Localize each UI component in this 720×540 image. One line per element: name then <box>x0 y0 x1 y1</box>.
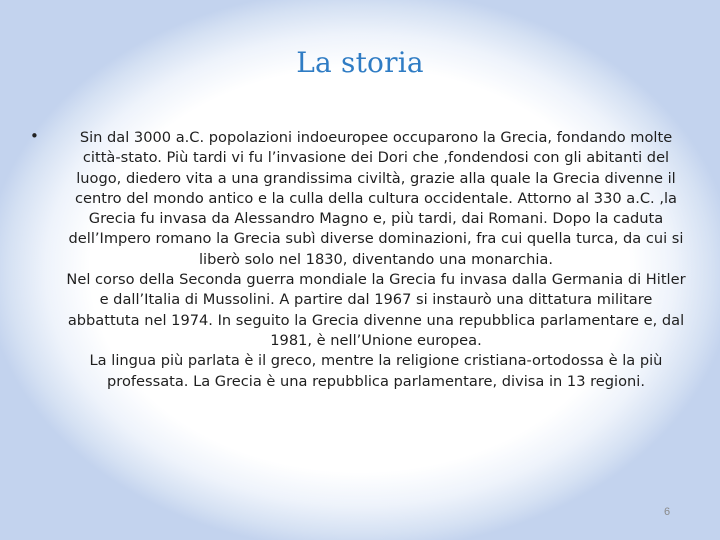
history-paragraph-modern: Nel corso della Seconda guerra mondiale la Grecia fu invasa dalla Germania di Hitler e dall’Italia di Mussolini. A partire dal 1967 si instaurò una dittatura militare abbattuta nel 1974. In seguito la Grecia divenne una repubblica parlamentare e, dal 1981, è nell’Unione europea. <box>66 271 686 349</box>
slide-body <box>66 128 686 392</box>
bullet-icon: • <box>30 127 39 145</box>
page-number: 6 <box>664 506 671 518</box>
history-paragraph-ancient: Sin dal 3000 a.C. popolazioni indoeuropee occuparono la Grecia, fondando molte città-stato. Più tardi vi fu l’invasione dei Dori che ,fondendosi con gli abitanti del luogo, diedero vita a una grandissima civiltà, grazie alla quale la Grecia divenne il centro del mondo antico e la culla della cultura occidentale. Attorno al 330 a.C. ,la Grecia fu invasa da Alessandro Magno e, più tardi, dai Romani. Dopo la caduta dell’Impero romano la Grecia subì diverse dominazioni, fra cui quella turca, da cui si liberò solo nel 1830, diventando una monarchia. <box>68 129 684 268</box>
slide-title: La storia <box>296 46 424 79</box>
history-paragraph-language: La lingua più parlata è il greco, mentre la religione cristiana-ortodossa è la più professata. La Grecia è una repubblica parlamentare, divisa in 13 regioni. <box>89 352 663 390</box>
